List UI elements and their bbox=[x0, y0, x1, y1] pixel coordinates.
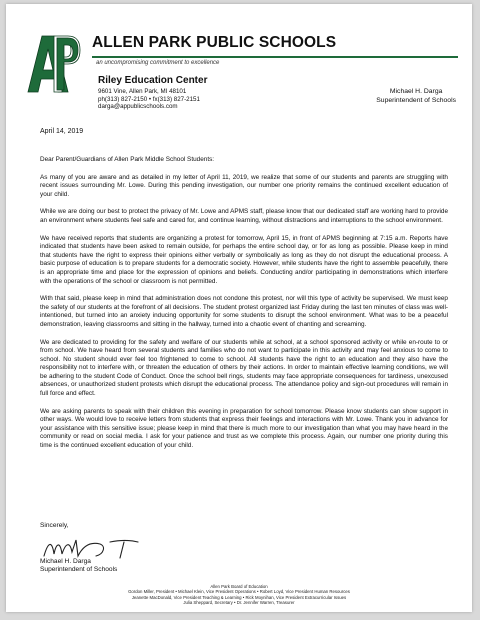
education-center-name: Riley Education Center bbox=[98, 75, 208, 86]
address-line: 9601 Vine, Allen Park, MI 48101 bbox=[98, 88, 187, 95]
signer-name: Michael H. Darga bbox=[40, 558, 91, 565]
paragraph: We have received reports that students are organizing a protest for tomorrow, April 15, in front of APMS beginning at 7:15 a.m. Reports have indicated that students have been asked to remain outside, for perhaps the entire school day, or for as long as possible. Please keep in mind that students have the right to express their opinions either verbally or symbolically as long as they do not disrupt the educational process. A basic purpose of education is to prepare students for a democratic society. However, while students have the right to assemble peacefully, there is an appropriate time and place for the expression of opinions and beliefs. Conducting and/or participating in demonstrations which interfere with the operations of the school or classroom is not permitted. bbox=[40, 234, 448, 285]
school-name: ALLEN PARK PUBLIC SCHOOLS bbox=[92, 34, 337, 51]
paragraph: With that said, please keep in mind that administration does not condone this protest, nor will this type of activity be supervised. We must keep the safety of our students at the forefront of all decisions. The student protest organized last Friday during the last ten minutes of class was well-intentioned, but turned into an anxiety inducing opportunity for some students to disrupt the school environment. What was to be a peaceful demonstration, leaving classrooms and sitting in the hallway, turned into a chaotic event of chanting and screaming. bbox=[40, 295, 448, 328]
signer-title: Superintendent of Schools bbox=[40, 566, 118, 574]
salutation: Dear Parent/Guardians of Allen Park Middle School Students: bbox=[40, 156, 215, 163]
tagline: an uncompromising commitment to excellence bbox=[96, 60, 220, 66]
board-members-line: Jeanette MacDonald, Vice President Teaching & Learning • Rick Moynihan, Vice President Extracurricular Issues bbox=[131, 594, 347, 600]
paragraph: As many of you are aware and as detailed in my letter of April 11, 2019, we realize that some of our students and parents are struggling with recent issues surrounding Mr. Lowe. During this pending investigation, our number one priority remains the continued excellent education of your child. bbox=[40, 173, 448, 198]
email-line: darga@appublicschools.com bbox=[98, 103, 178, 111]
superintendent-block bbox=[376, 88, 456, 105]
superintendent-title: Superintendent of Schools bbox=[376, 96, 456, 104]
paragraph: We are dedicated to providing for the safety and welfare of our students while at school, at a school sponsored activity or while en-route to or from school. We have heard from several students and families who do not want to participate in this activity and may feel anxious to come to school. No student should ever feel too frightened to come to school. All students have the right to an education and they also have the responsibility not to interfere with, or threaten the education of others by their actions. In order to maintain effective learning conditions, we will be adhering to the student Code of Conduct. Once the school bell rings, students may face appropriate consequences for tardiness, unexcused absences, or unauthorized student protests which disrupt the educational process. The attendance policy and sign-out procedures will remain in full force and effect. bbox=[40, 338, 448, 398]
phone-fax-line: ph(313) 827-2150 • fx(313) 827-2151 bbox=[98, 95, 200, 103]
center-address bbox=[98, 88, 200, 111]
board-members-line: Gordon Miller, President • Michael Klein, Vice President Operations • Robert Loyd, Vice President Human Resources bbox=[128, 589, 350, 595]
paragraph: While we are doing our best to protect the privacy of Mr. Lowe and APMS staff, please know that our dedicated staff are working hard to provide an environment where students feel safe and cared for, and continue learning, without distractions and interruptions to the school environment. bbox=[40, 208, 448, 224]
paragraph: We are asking parents to speak with their children this evening in preparation for school tomorrow. Please know students can show support in other ways. We would love to receive letters from students that express their feelings and interactions with Mr. Lowe. Thank you in advance for your assistance with this sensitive issue; please keep in mind that there is much more to our investigation than what you may have heard in the community or read on social media. I ask for your patience and trust as we complete this process. Again, our number one priority during this time is the continued excellent education of your child. bbox=[40, 407, 448, 450]
signer-block bbox=[40, 558, 117, 575]
ap-logo bbox=[24, 30, 82, 100]
closing: Sincerely, bbox=[40, 522, 69, 529]
board-members-line: Julia Sheppard, Secretary • Dr. Jennifer Warren, Treasurer bbox=[183, 599, 295, 605]
letter-page bbox=[6, 4, 472, 612]
letter-body bbox=[40, 156, 448, 460]
header-rule bbox=[92, 56, 458, 58]
board-title: Allen Park Board of Education bbox=[210, 584, 268, 589]
superintendent-name: Michael H. Darga bbox=[389, 88, 443, 95]
board-footer bbox=[6, 584, 472, 605]
letter-date: April 14, 2019 bbox=[40, 128, 84, 135]
